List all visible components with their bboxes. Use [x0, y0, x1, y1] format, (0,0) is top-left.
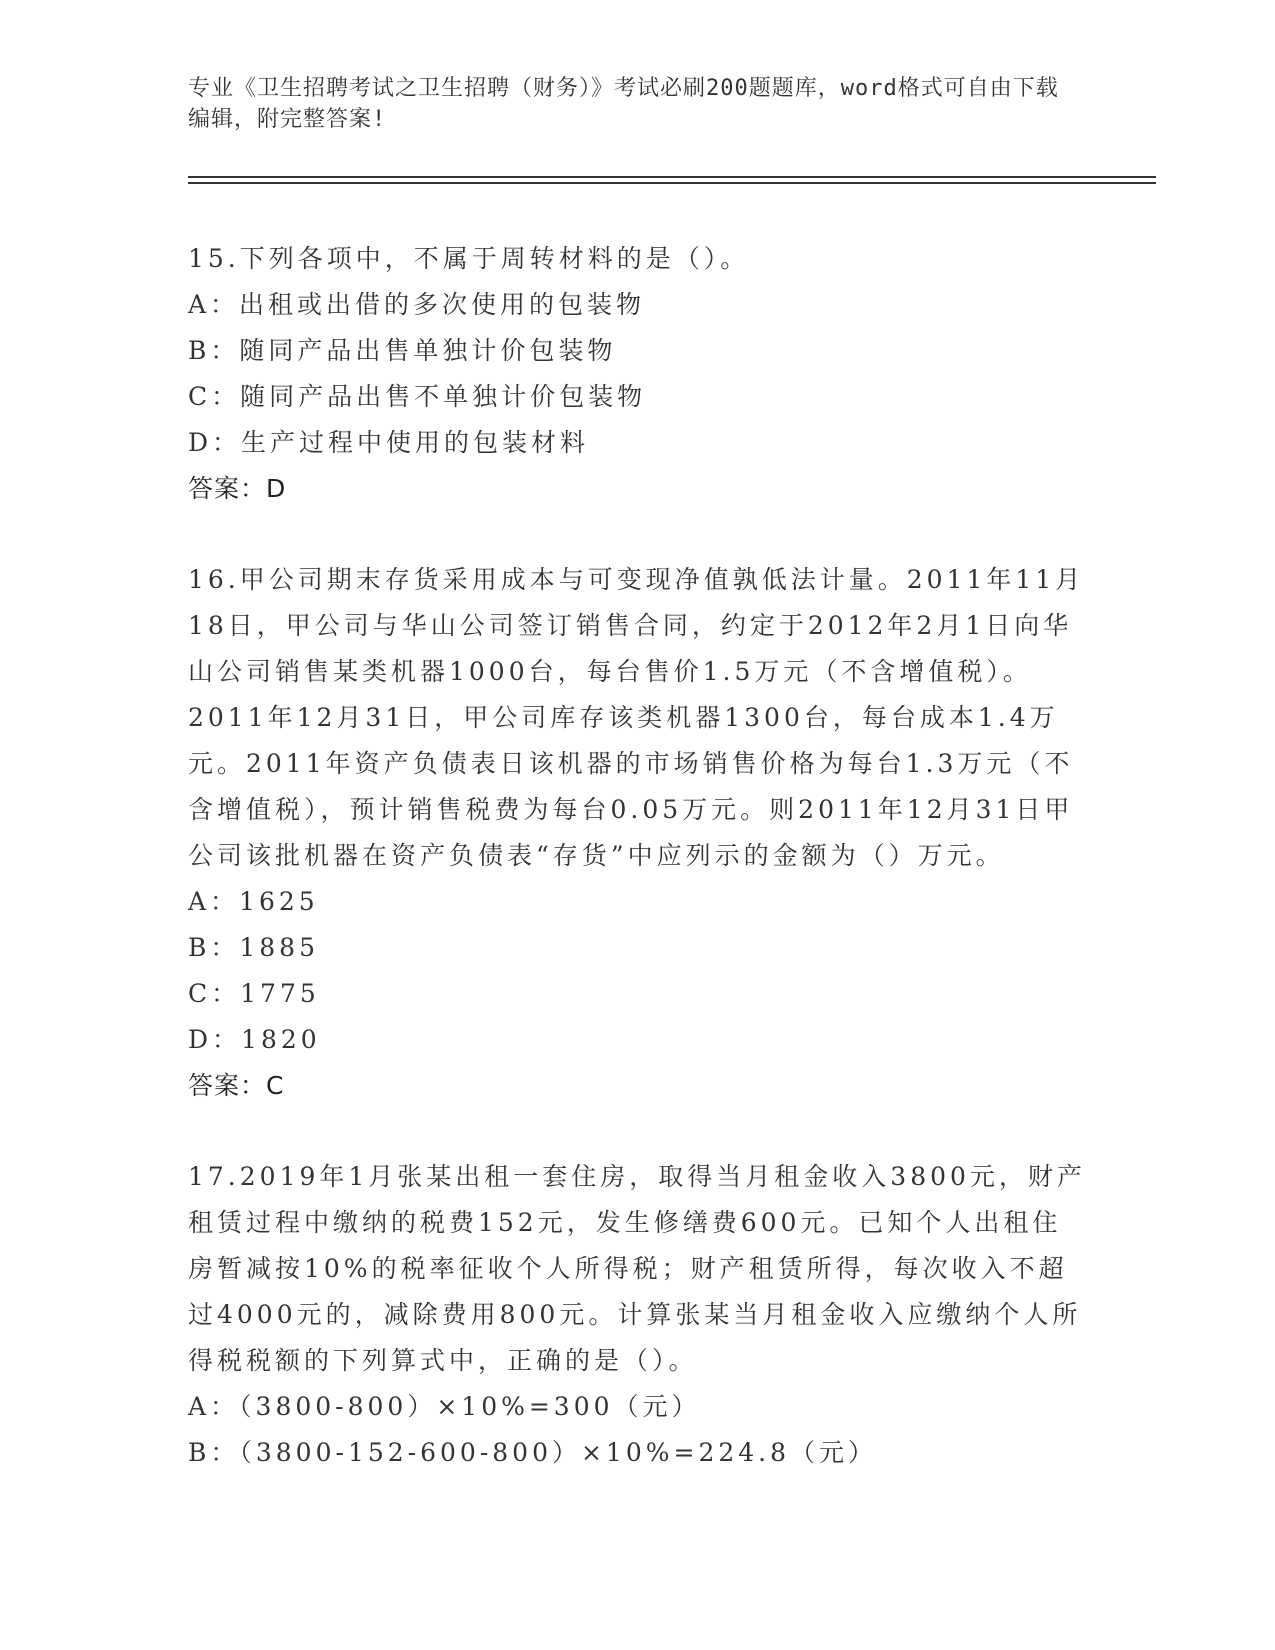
question-stem: 17.2019年1月张某出租一套住房，取得当月租金收入3800元，财产租赁过程中缴纳的税费152元，发生修缮费600元。已知个人出租住房暂减按10%的税率征收个人所得税；财产租赁所得，每次收入不超过4000元的，减除费用800元。计算张某当月租金收入应缴纳个人所得税税额的下列算式中，正确的是（）。: [188, 1162, 1086, 1375]
option-c: C：随同产品出售不单独计价包装物: [188, 382, 647, 411]
option-a: A：出租或出借的多次使用的包装物: [188, 290, 646, 319]
answer: 答案：D: [188, 474, 287, 503]
header-title: 专业《卫生招聘考试之卫生招聘（财务）》考试必刷200题题库，word格式可自由下载编辑，附完整答案!: [188, 76, 1059, 132]
header-divider-bottom: [188, 182, 1156, 184]
question-list: [188, 236, 1088, 1521]
option-b: B：1885: [188, 933, 319, 962]
option-d: D：1820: [188, 1025, 321, 1054]
option-c: C：1775: [188, 979, 320, 1008]
question-17: [188, 1154, 1088, 1476]
header-divider-top: [188, 176, 1156, 178]
question-stem: 16.甲公司期末存货采用成本与可变现净值孰低法计量。2011年11月18日，甲公司与华山公司签订销售合同，约定于2012年2月1日向华山公司销售某类机器1000台，每台售价1.5万元（不含增值税）。2011年12月31日，甲公司库存该类机器1300台，每台成本1.4万元。2011年资产负债表日该机器的市场销售价格为每台1.3万元（不含增值税），预计销售税费为每台0.05万元。则2011年12月31日甲公司该批机器在资产负债表“存货”中应列示的金额为（）万元。: [188, 565, 1085, 870]
answer: 答案：C: [188, 1071, 285, 1100]
question-stem: 15.下列各项中，不属于周转材料的是（）。: [188, 244, 750, 273]
option-a: A：（3800-800）×10%=300（元）: [188, 1392, 701, 1421]
option-d: D：生产过程中使用的包装材料: [188, 428, 590, 457]
question-15: [188, 236, 1088, 512]
option-b: B：（3800-152-600-800）×10%=224.8（元）: [188, 1438, 878, 1467]
question-16: [188, 557, 1088, 1109]
option-a: A：1625: [188, 887, 319, 916]
option-b: B：随同产品出售单独计价包装物: [188, 336, 617, 365]
document-header: [188, 73, 1068, 135]
